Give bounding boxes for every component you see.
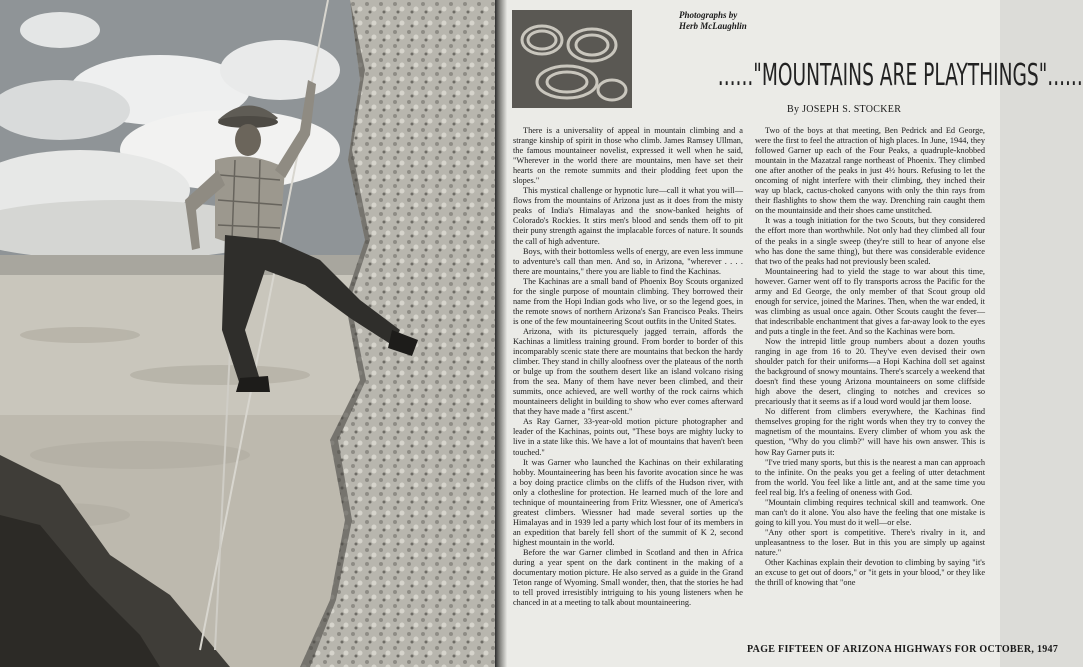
paragraph: Arizona, with its picturesquely jagged terrain, affords the Kachinas a limitless training ground. From border to border of this incomparably scenic state there are mountains that beckon the hardy climber. They stand in chilly aloofness over the plateaus of the north or bulge up from the southern desert like an island volcano rising from the sea. Many of them have never been climbed, and their summits, once achieved, are well worthy of the rock cairns which mountaineers delight in building to show who ever comes afterward that they have made a "first ascent." bbox=[513, 326, 743, 417]
paragraph: Mountaineering had to yield the stage to war about this time, however. Garner went off to fly transports across the Pacific for the army and Ed George, the only member of that Scout group old enough for service, joined the Marines. Then, when the war ended, it was climbing as usual once again. Other Scouts caught the fever—that indescribable enchantment that gives a far-away look to the eyes and puts a tingle in the feet. And so the Kachinas were born. bbox=[755, 266, 985, 336]
paragraph: Before the war Garner climbed in Scotland and then in Africa during a year spent on the dark continent in the making of a documentary motion picture. He also served as a guide in the Grand Teton range of Wyoming. Small wonder, then, that the stories he had to tell proved irresistibly intriguing to his young listeners when he chanced in at a meeting to talk about mountaineering. bbox=[513, 547, 743, 608]
credit-line-2: Herb McLaughlin bbox=[679, 21, 747, 31]
paragraph: No different from climbers everywhere, the Kachinas find themselves groping for the right words when they try to convey the magnetism of the mountains. Every climber of whom you ask the question, "Why do you climb?" will have his own answer. This is how Ray Garner puts it: bbox=[755, 407, 985, 457]
article-title: ......"MOUNTAINS ARE PLAYTHINGS"...... bbox=[717, 58, 1083, 93]
paragraph: Other Kachinas explain their devotion to climbing by saying "it's an excuse to get out of doors," or "it gets in your blood," or they like the thrill of knowing that "one bbox=[755, 558, 985, 588]
article-page bbox=[507, 0, 1083, 667]
byline: By JOSEPH S. STOCKER bbox=[787, 104, 902, 115]
photo-credit bbox=[679, 10, 789, 32]
paragraph: Boys, with their bottomless wells of energy, are even less immune to adventure's call than men. And so, in Arizona, "wherever . . . . there are mountains," there you are liable to find the Kachinas. bbox=[513, 246, 743, 276]
paragraph: "Mountain climbing requires technical skill and teamwork. One man can't do it alone. You also have the feeling that one mistake is going to kill you. You must do it well—or else. bbox=[755, 497, 985, 527]
text-column-1 bbox=[513, 126, 743, 608]
rope-coil-photo bbox=[512, 10, 632, 108]
page-gutter bbox=[495, 0, 507, 667]
paragraph: This mystical challenge or hypnotic lure—call it what you will—flows from the mountains of Arizona just as it does from the misty peaks of India's Himalayas and the snow-banked heights of Colorado's Rockies. It stirs men's blood and sends them off to pit their puny strength against the implacable forces of nature. It sounds the call of high adventure. bbox=[513, 186, 743, 246]
paragraph: It was a tough initiation for the two Scouts, but they considered the effort more than worthwhile. Not only had they climbed all four of the peaks in a single sweep (they're still to hear of anyone else who has done the same thing), but there was considerable evidence that two of the peaks had not previously been scaled. bbox=[755, 216, 985, 266]
paragraph: "Any other sport is competitive. There's rivalry in it, and unpleasantness to the loser. But in this you are simply up against nature." bbox=[755, 527, 985, 557]
credit-line-1: Photographs by bbox=[679, 10, 738, 20]
page-folio: PAGE FIFTEEN OF ARIZONA HIGHWAYS FOR OCTOBER, 1947 bbox=[747, 644, 1059, 655]
paragraph: As Ray Garner, 33-year-old motion picture photographer and leader of the Kachinas, points out, "These boys are mighty lucky to live in a state like this. We have a lot of mountains that haven't been touched." bbox=[513, 417, 743, 457]
paragraph: Two of the boys at that meeting, Ben Pedrick and Ed George, were the first to feel the attraction of high places. In June, 1944, they followed Garner up each of the Four Peaks, a quadruple-knobbed mountain in the Mazatzal range northeast of Phoenix. They climbed one after another of the peaks in just 4½ hours. Refusing to let the oncoming of night interfere with their climbing, they inched their way up black, cactus-choked canyons with only the thin rays from their flashlights to show them the way. Drenching rain caught them on the mountainside and their shoes came unstitched. bbox=[755, 126, 985, 216]
paragraph: "I've tried many sports, but this is the nearest a man can approach to the infinite. On the peaks you get a feeling of utter detachment from the world. You feel like a little ant, and at the same time you feel real big. It's a feeling of oneness with God. bbox=[755, 457, 985, 497]
climber-figure bbox=[0, 0, 495, 667]
paragraph: Now the intrepid little group numbers about a dozen youths ranging in age from 16 to 20. They've even devised their own shoulder patch for their uniforms—a Hopi Kachina doll set against the background of snowy mountains. There's scarcely a weekend that doesn't find these young Arizona mountaineers on some cliffside high above the desert, clinging to notches and crevices so precariously that it seems as if a loud word would jar them loose. bbox=[755, 336, 985, 407]
text-column-2 bbox=[755, 126, 985, 588]
climber-photo bbox=[0, 0, 495, 667]
paragraph: The Kachinas are a small band of Phoenix Boy Scouts organized for the single purpose of mountain climbing. They borrowed their name from the Hopi Indian gods who live, or so the legend goes, in the remote snows of northern Arizona's San Francisco Peaks. Theirs is one of the few mountaineering Scout outfits in the United States. bbox=[513, 276, 743, 326]
paragraph: It was Garner who launched the Kachinas on their exhilarating hobby. Mountaineering has been his favorite avocation since he was a boy doing practice climbs on the cliffs of the Hudson river, with only a clothesline for protection. He learned much of the lore and technique of mountaineering from Fritz Wiessner, one of America's greatest climbers. Wiessner had made several sorties up the Himalayas and in 1939 led a party which lost four of its members in an expedition that barely fell short of the summit of K 2, second highest mountain in the world. bbox=[513, 457, 743, 547]
paragraph: There is a universality of appeal in mountain climbing and a strange kinship of spirit in those who climb. James Ramsey Ullman, the famous mountaineer novelist, expressed it well when he said, "Wherever in the world there are mountains, men have set their hearts on the remote summits and their plodding feet upon the slopes." bbox=[513, 126, 743, 186]
